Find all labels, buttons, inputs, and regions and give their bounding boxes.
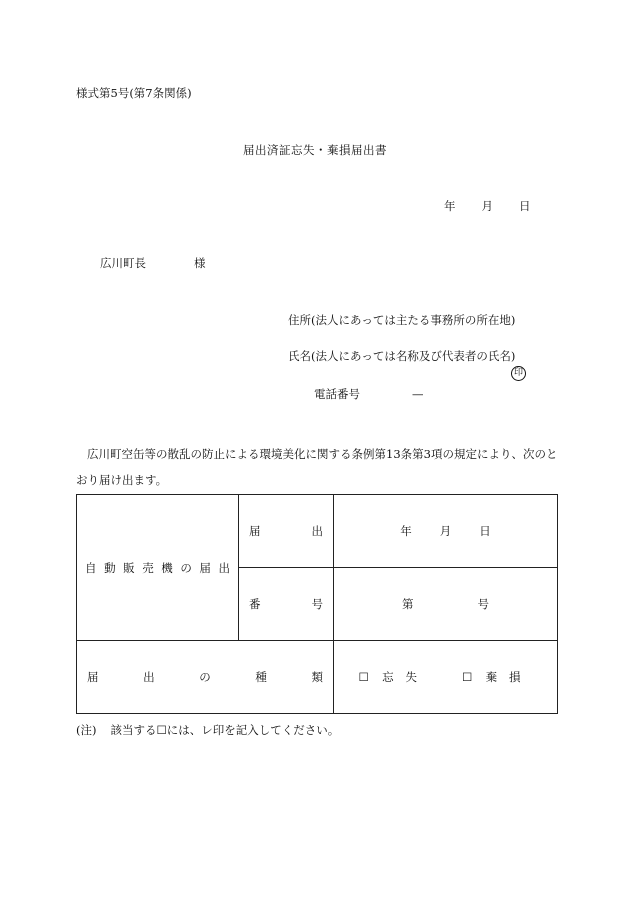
note-text: 該当する☐には、レ印を記入してください。 (110, 723, 340, 737)
checkbox-icon[interactable]: ☐ (358, 670, 369, 684)
phone-dash: — (412, 387, 424, 401)
addressee-name: 広川町長 (100, 256, 146, 270)
notification-month: 月 (439, 524, 452, 538)
number-suffix: 号 (477, 597, 489, 611)
phone-label-text: 電話番号 (314, 387, 360, 401)
date-day: 日 (519, 199, 531, 213)
notification-day: 日 (479, 524, 491, 538)
number-label-cell (239, 568, 334, 641)
addressee-honorific: 様 (194, 256, 206, 270)
name-label: 氏名(法人にあっては名称及び代表者の氏名) (288, 349, 516, 363)
address-label: 住所(法人にあっては主たる事務所の所在地) (288, 313, 516, 327)
seal-mark: 印 (511, 366, 526, 381)
number-prefix: 第 (402, 597, 414, 611)
document-title: 届出済証忘失・棄損届出書 (243, 143, 387, 157)
date-year: 年 (444, 199, 456, 213)
note-prefix: (注) (76, 723, 97, 737)
vending-machine-label: 自 動 販 売 機 の 届 出 (85, 560, 230, 575)
date-month: 月 (481, 199, 493, 213)
date-line (444, 198, 531, 214)
type-label: 届 出 の 種 類 (87, 670, 323, 684)
note (76, 722, 339, 738)
option-damage[interactable] (462, 669, 533, 685)
vending-machine-label-cell (77, 495, 239, 641)
notification-label: 届 出 (249, 524, 323, 538)
phone-label (314, 386, 424, 402)
form-table (76, 494, 558, 714)
checkbox-icon[interactable]: ☐ (461, 670, 473, 684)
form-number: 様式第5号(第7条関係) (76, 86, 192, 100)
notification-label-cell (239, 495, 334, 568)
type-label-cell (77, 641, 334, 714)
option-damage-label: 棄損 (485, 670, 533, 684)
addressee (100, 255, 206, 271)
number-label: 番 号 (249, 597, 323, 611)
notification-year: 年 (400, 524, 412, 538)
option-loss[interactable] (358, 669, 429, 685)
type-options-cell (334, 641, 558, 714)
number-value-cell[interactable] (334, 568, 558, 641)
body-text: 広川町空缶等の散乱の防止による環境美化に関する条例第13条第3項の規定により、次のとおり届け出ます。 (76, 447, 558, 487)
option-loss-label: 忘失 (382, 670, 430, 684)
notification-date-cell[interactable] (334, 495, 558, 568)
